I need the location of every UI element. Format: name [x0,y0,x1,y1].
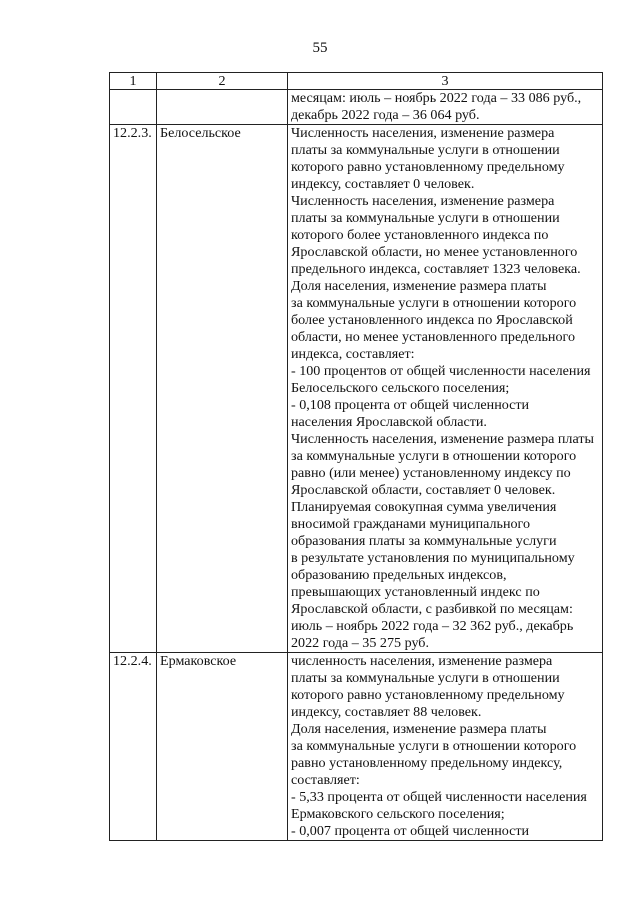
table-row-ermakovskoe [110,653,603,841]
description-paragraph: - 0,108 процента от общей численности населения Ярославской области. [291,397,530,430]
row-description [288,125,603,653]
description-paragraph: - 100 процентов от общей численности населения Белосельского сельского поселения; [291,363,591,396]
row-code: 12.2.4. [110,653,157,841]
description-paragraph: месяцам: июль – ноябрь 2022 года – 33 086 руб., декабрь 2022 года – 36 064 руб. [291,90,582,123]
page-number: 55 [312,40,328,56]
table-row-continuation [110,90,603,125]
table-row-beloselskoe [110,125,603,653]
row-settlement-name [157,90,288,125]
description-paragraph: - 5,33 процента от общей численности населения Ермаковского сельского поселения; [291,789,587,822]
description-paragraph: численность населения, изменение размера платы за коммунальные услуги в отношении которого равно установленному предельному индексу, составляет 88 человек. [291,653,565,720]
description-paragraph: Доля населения, изменение размера платы за коммунальные услуги в отношении которого равно установленному предельному индексу, составляет: [291,721,577,788]
row-code: 12.2.3. [110,125,157,653]
column-header-1: 1 [110,73,157,90]
row-settlement-name: Ермаковское [157,653,288,841]
description-paragraph: Численность населения, изменение размера платы за коммунальные услуги в отношении которого равно (или менее) установленному индексу по Ярославской области, составляет 0 человек. [291,431,594,498]
table-header-row [110,73,603,90]
row-description [288,90,603,125]
row-description [288,653,603,841]
row-code [110,90,157,125]
column-header-3: 3 [288,73,603,90]
row-settlement-name: Белосельское [157,125,288,653]
document-table [109,72,603,841]
description-paragraph: Численность населения, изменение размера платы за коммунальные услуги в отношении которого более установленного индекса по Ярославской области, но менее установленного предельного индекса, составляет 1323 человека. [291,193,581,277]
description-paragraph: - 0,007 процента от общей численности [291,823,530,839]
description-paragraph: Планируемая совокупная сумма увеличения вносимой гражданами муниципального образования платы за коммунальные услуги в результате установления по муниципальному образованию предельных индексов, превышающих установленный индекс по Ярославской области, с разбивкой по месяцам: июль – ноябрь 2022 года – 32 362 руб., декабрь 2022 года – 35 275 руб. [291,499,575,651]
description-paragraph: Доля населения, изменение размера платы за коммунальные услуги в отношении которого более установленного индекса по Ярославской области, но менее установленного предельного индекса, составляет: [291,278,577,362]
column-header-2: 2 [157,73,288,90]
description-paragraph: Численность населения, изменение размера платы за коммунальные услуги в отношении которого равно установленному предельному индексу, составляет 0 человек. [291,125,565,192]
